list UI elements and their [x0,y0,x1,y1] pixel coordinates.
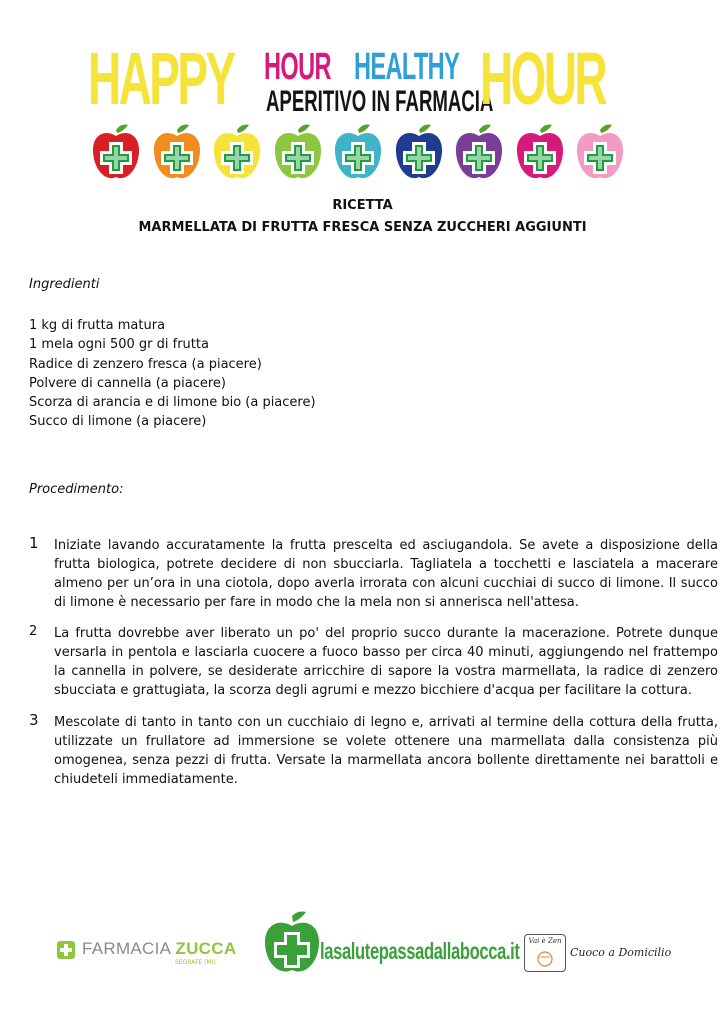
apple-cross-icon [272,122,324,184]
banner-title [88,37,636,120]
document-title: MARMELLATA DI FRUTTA FRESCA SENZA ZUCCHERI AGGIUNTI [138,220,587,235]
apple-cross-icon [393,122,445,184]
pharmacy-cross-icon [57,941,75,959]
apple-cross-icon [514,122,566,184]
ingredients-list [29,316,316,432]
ingredients-heading: Ingredienti [29,277,100,292]
step-text: Iniziate lavando accuratamente la frutta prescelta ed asciugandola. Se avete a disposizione della frutta biologica, potrete decidere di non sbucciarla. Tagliatela a tocchetti e lasciatela a macerare almeno per un’ora in una ciotola, dopo averla irrorata con alcuni cucchiai di succo di limone. Il succo di limone è necessario per fare in modo che la mela non si annerisca nell'attesa. [54,538,718,610]
ingredient-item: Radice di zenzero fresca (a piacere) [29,356,262,372]
apple-cross-icon [453,122,505,184]
step-text: La frutta dovrebbe aver liberato un po' del proprio succo durante la macerazione. Potrete dunque versarla in pentola e lasciarla cuocere a fuoco basso per circa 40 minuti, aggiungendo nel frattempo la cannella in polvere, se desiderate arricchire di sapore la vostra marmellata, la radice di zenzero sbucciata e grattugiata, la scorza degli agrumi e mezzo bicchiere d'acqua per facilitare la cottura. [54,626,718,698]
apple-cross-logo-icon [262,910,322,976]
apple-cross-icon [90,122,142,184]
ingredient-item: 1 mela ogni 500 gr di frutta [29,337,209,353]
ingredient-item: Succo di limone (a piacere) [29,414,207,430]
chef-hat-icon [525,935,565,971]
document-label: RICETTA [332,198,393,213]
cuoco-domicilio-logo [524,934,566,972]
banner-word-healthy: HEALTHY [354,46,460,88]
apple-cross-icon [151,122,203,184]
apple-icons-row [90,122,630,188]
banner-subtitle: APERITIVO IN FARMACIA [266,85,494,118]
website-name: lasalutepassadallabocca.it [320,938,520,964]
procedure-heading: Procedimento: [29,482,124,497]
footer-logos [0,908,725,978]
apple-cross-icon [211,122,263,184]
apple-cross-icon [332,122,384,184]
ingredient-item: Scorza di arancia e di limone bio (a piacere) [29,395,316,411]
apple-cross-icon [574,122,626,184]
step-number: 2 [29,624,38,639]
step-text: Mescolate di tanto in tanto con un cucchiaio di legno e, arrivati al termine della cottura della frutta, utilizzate un frullatore ad immersione se volete ottenere una marmellata dalla consistenza più omogenea, senza pezzi di frutta. Versate la marmellata ancora bollente direttamente nei barattoli e chiudeteli immediatamente. [54,715,718,787]
step-number: 3 [29,711,39,729]
banner-word-hour-right: HOUR [480,37,606,120]
farmacia-zucca-location: SEGRATE (MI) [175,959,216,966]
banner-word-happy: HAPPY [88,37,234,120]
cuoco-logo-text: Vai è Zen [528,937,562,945]
ingredient-item: Polvere di cannella (a piacere) [29,375,227,391]
ingredient-item: 1 kg di frutta matura [29,318,166,333]
header-banner [88,37,636,196]
step-number: 1 [29,534,39,552]
farmacia-zucca-name: FARMACIA ZUCCA [82,939,237,958]
banner-word-hour: HOUR [264,46,331,88]
cuoco-domicilio-name: Cuoco a Domicilio [570,946,672,959]
